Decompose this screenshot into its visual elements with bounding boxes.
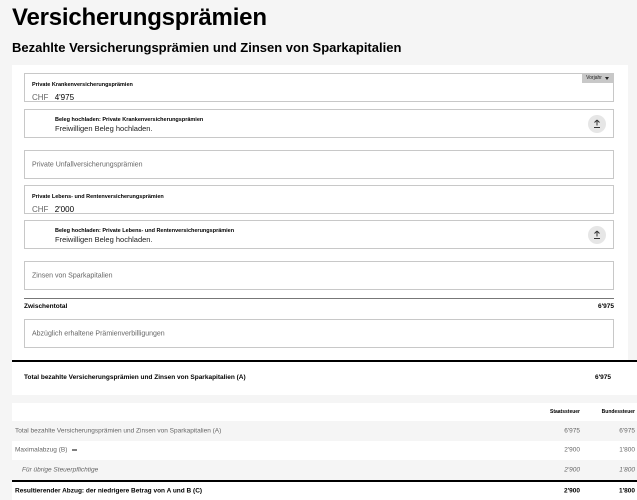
upload-hint: Freiwilligen Beleg hochladen. [55,235,153,244]
header-bundessteuer: Bundessteuer [601,409,635,415]
caret-down-icon [605,77,609,80]
upload-icon [592,119,602,129]
field-placeholder: Abzüglich erhaltene Prämienverbilligungen [32,330,165,337]
upload-button[interactable] [588,226,606,244]
table-row [12,441,637,461]
subtotal-row [24,303,614,310]
upload-krankenversicherung [24,109,614,138]
amount-value: 4'975 [54,93,75,102]
upload-hint: Freiwilligen Beleg hochladen. [55,124,153,133]
row-label: Total bezahlte Versicherungsprämien und Zinsen von Sparkapitalien (A) [15,427,222,435]
summary-table [12,403,637,500]
insurance-form-card [12,65,628,360]
table-row-result [12,480,637,500]
upload-label: Beleg hochladen: Private Krankenversicherungsprämien [55,117,204,123]
table-header [12,403,637,421]
section-title: Bezahlte Versicherungsprämien und Zinsen von Sparkapitalien [12,40,402,55]
subtotal-label: Zwischentotal [24,303,68,310]
row-label: Resultierender Abzug: der niedrigere Betrag von A und B (C) [15,487,203,494]
subtotal-value: 6'975 [597,303,614,310]
upload-lebensversicherung [24,220,614,249]
upload-button[interactable] [588,115,606,133]
row-staat-value: 2'900 [564,466,580,474]
amount-value: 2'000 [54,205,75,214]
page-title: Versicherungsprämien [12,4,267,31]
upload-label: Beleg hochladen: Private Lebens- und Rentenversicherungsprämien [55,228,235,234]
row-staat-value: 2'900 [563,487,580,494]
total-value: 6'975 [594,374,611,381]
row-label-wrap [15,447,77,454]
total-a-row [12,360,637,395]
header-staatssteuer: Staatssteuer [549,409,580,415]
field-value[interactable] [32,205,74,214]
row-label: Für übrige Steuerpflichtige [22,466,99,474]
row-bund-value: 1'800 [619,466,635,474]
row-staat-value: 6'975 [564,427,580,435]
field-unfallversicherung[interactable] [24,150,614,179]
vorjahr-label: Vorjahr [586,75,602,81]
field-lebensversicherung[interactable] [24,185,614,214]
upload-icon [592,230,602,240]
field-label: Private Lebens- und Rentenversicherungsprämien [32,194,164,200]
currency-label: CHF [32,93,49,102]
field-label: Private Krankenversicherungsprämien [32,82,133,88]
minus-icon[interactable] [72,449,77,451]
subtotal-divider [24,298,614,299]
table-row [12,460,637,480]
field-zinsen-sparkapitalien[interactable] [24,261,614,290]
currency-label: CHF [32,205,49,214]
total-label: Total bezahlte Versicherungsprämien und Zinsen von Sparkapitalien (A) [24,374,246,381]
row-label: Maximalabzug (B) [15,446,68,454]
field-value[interactable] [32,93,74,102]
vorjahr-dropdown[interactable] [582,73,613,83]
field-praemienverbilligungen[interactable] [24,319,614,348]
row-staat-value: 2'900 [564,446,580,454]
row-bund-value: 6'975 [619,427,635,435]
field-krankenversicherung[interactable] [24,73,614,102]
field-placeholder: Zinsen von Sparkapitalien [32,272,113,279]
row-bund-value: 1'800 [619,446,635,454]
field-placeholder: Private Unfallversicherungsprämien [32,161,143,168]
table-row [12,421,637,441]
row-bund-value: 1'800 [618,487,635,494]
